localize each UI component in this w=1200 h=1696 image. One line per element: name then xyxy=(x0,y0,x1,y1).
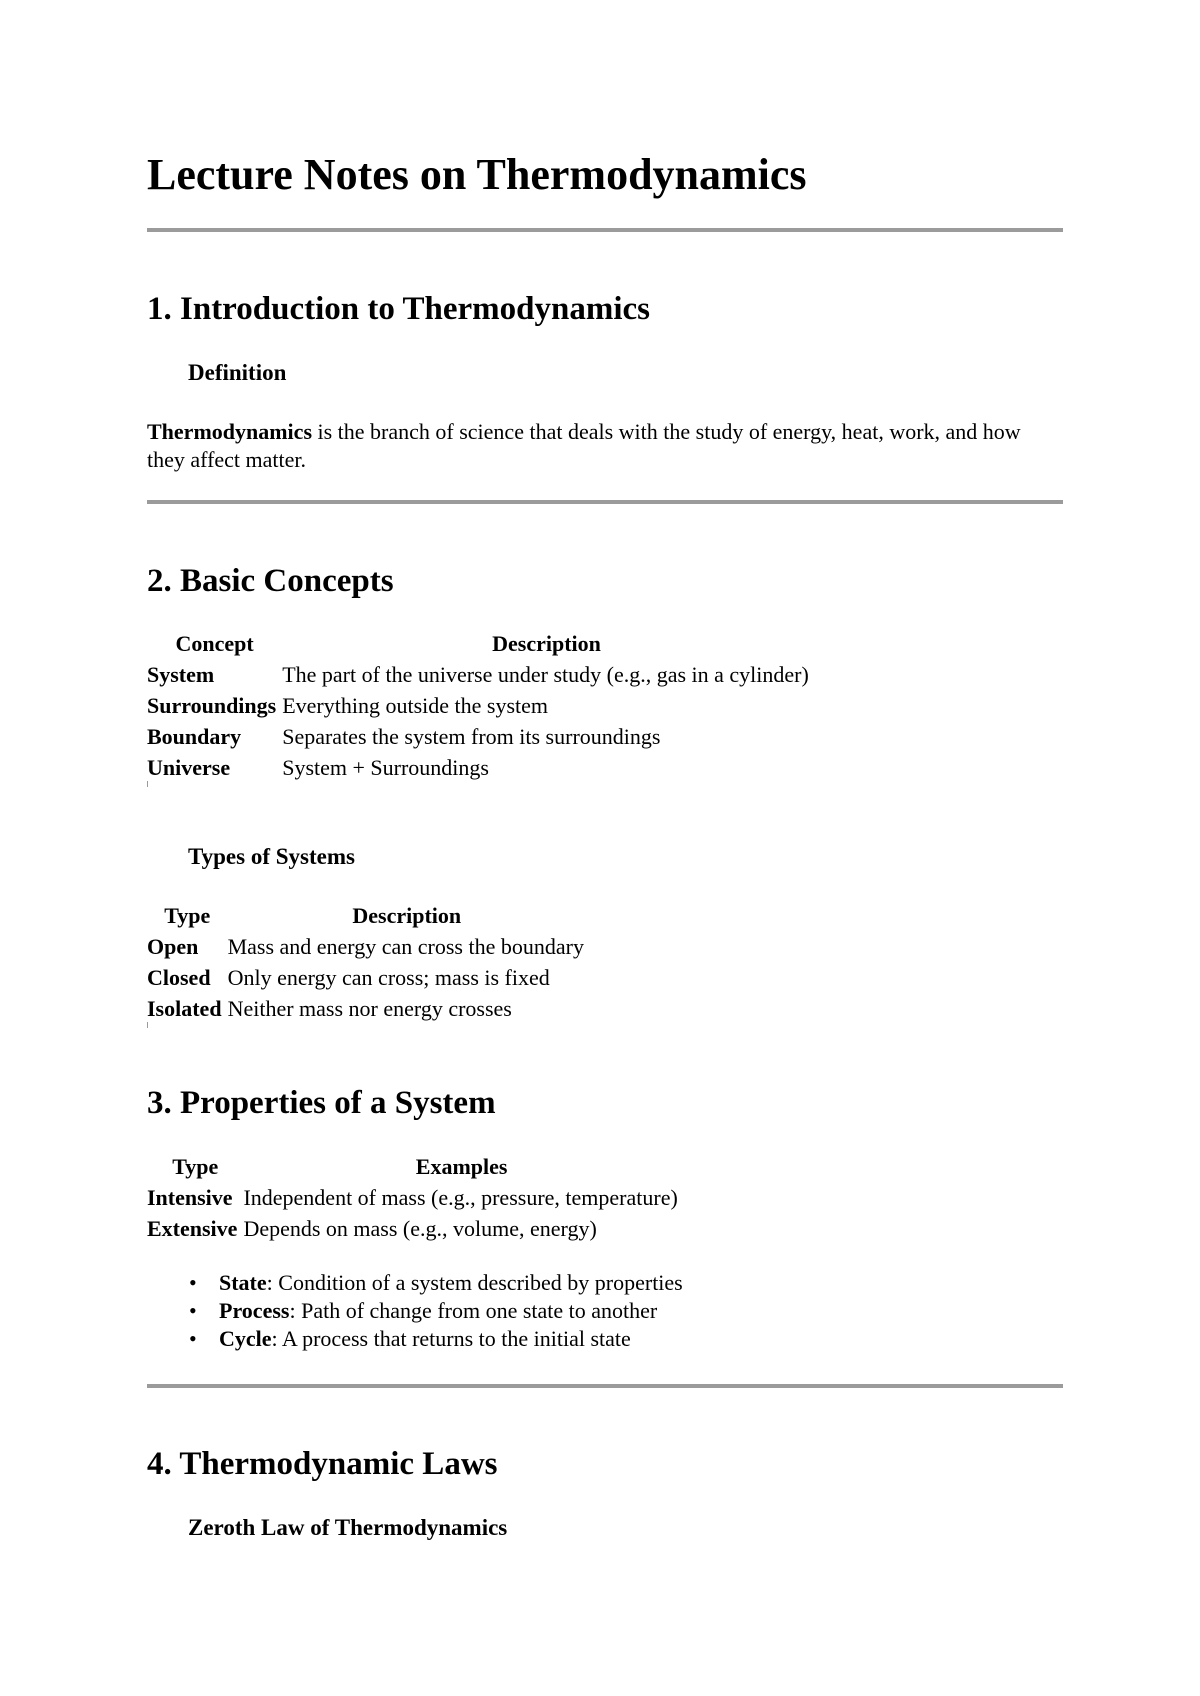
concept-description: System + Surroundings xyxy=(282,754,489,780)
system-type-description: Neither mass nor energy crosses xyxy=(227,995,512,1021)
list-item-term: State xyxy=(219,1270,267,1295)
list-item xyxy=(147,1269,683,1297)
system-type-term: Closed xyxy=(147,964,211,990)
table-row xyxy=(147,752,811,783)
list-item xyxy=(147,1297,683,1325)
column-header-concept: Concept xyxy=(175,630,254,656)
table-row xyxy=(147,690,811,721)
horizontal-rule xyxy=(147,228,1063,232)
property-type-term: Extensive xyxy=(147,1215,238,1241)
definition-text: is the branch of science that deals with the study of energy, heat, work, and how they affect matter. xyxy=(147,419,1021,472)
section-heading-properties: 3. Properties of a System xyxy=(147,1085,496,1121)
properties-table xyxy=(147,1151,680,1244)
table-row xyxy=(147,1213,680,1244)
subheading-zeroth-law: Zeroth Law of Thermodynamics xyxy=(188,1515,508,1540)
system-types-table xyxy=(147,900,586,1024)
list-item xyxy=(147,1325,683,1353)
concept-description: Separates the system from its surroundings xyxy=(282,723,661,749)
subheading-definition: Definition xyxy=(188,360,287,385)
property-type-example: Independent of mass (e.g., pressure, temperature) xyxy=(243,1184,678,1210)
list-item-text: : Path of change from one state to another xyxy=(289,1298,658,1323)
table-header-row xyxy=(147,628,811,659)
concept-description: Everything outside the system xyxy=(282,692,549,718)
concept-term: Boundary xyxy=(147,723,242,749)
concept-term: System xyxy=(147,661,215,687)
bullet-glyph: • xyxy=(189,1270,197,1295)
column-header-description: Description xyxy=(492,630,601,656)
column-header-type: Type xyxy=(164,902,211,928)
horizontal-rule xyxy=(147,1384,1063,1388)
table-row xyxy=(147,721,811,752)
system-type-description: Mass and energy can cross the boundary xyxy=(227,933,584,959)
table-row xyxy=(147,659,811,690)
system-type-term: Isolated xyxy=(147,995,222,1021)
section-heading-thermodynamic-laws: 4. Thermodynamic Laws xyxy=(147,1446,498,1482)
property-type-term: Intensive xyxy=(147,1184,233,1210)
horizontal-rule xyxy=(147,500,1063,504)
table-edge-mark xyxy=(147,781,148,787)
concept-description: The part of the universe under study (e.g., gas in a cylinder) xyxy=(282,661,809,687)
definitions-list xyxy=(147,1269,683,1353)
definition-paragraph xyxy=(147,418,1047,474)
system-type-description: Only energy can cross; mass is fixed xyxy=(227,964,550,990)
table-row xyxy=(147,1182,680,1213)
column-header-description: Description xyxy=(352,902,462,928)
section-heading-introduction: 1. Introduction to Thermodynamics xyxy=(147,291,650,327)
table-row xyxy=(147,993,586,1024)
property-type-example: Depends on mass (e.g., volume, energy) xyxy=(243,1215,597,1241)
table-edge-mark xyxy=(147,1022,148,1028)
column-header-type: Type xyxy=(172,1153,219,1179)
bullet-glyph: • xyxy=(189,1298,197,1323)
table-header-row xyxy=(147,900,586,931)
section-heading-basic-concepts: 2. Basic Concepts xyxy=(147,563,394,599)
table-row xyxy=(147,962,586,993)
definition-term: Thermodynamics xyxy=(147,419,312,444)
list-item-text: : Condition of a system described by properties xyxy=(266,1270,683,1295)
table-row xyxy=(147,931,586,962)
column-header-examples: Examples xyxy=(415,1153,508,1179)
document-title: Lecture Notes on Thermodynamics xyxy=(147,150,807,199)
list-item-text: : A process that returns to the initial state xyxy=(271,1326,631,1351)
table-header-row xyxy=(147,1151,680,1182)
subheading-types-of-systems: Types of Systems xyxy=(188,844,355,869)
concept-term: Surroundings xyxy=(147,692,277,718)
system-type-term: Open xyxy=(147,933,199,959)
list-item-term: Cycle xyxy=(219,1326,272,1351)
concepts-table xyxy=(147,628,811,783)
document-page xyxy=(147,0,1063,1696)
concept-term: Universe xyxy=(147,754,231,780)
bullet-glyph: • xyxy=(189,1326,197,1351)
list-item-term: Process xyxy=(219,1298,290,1323)
